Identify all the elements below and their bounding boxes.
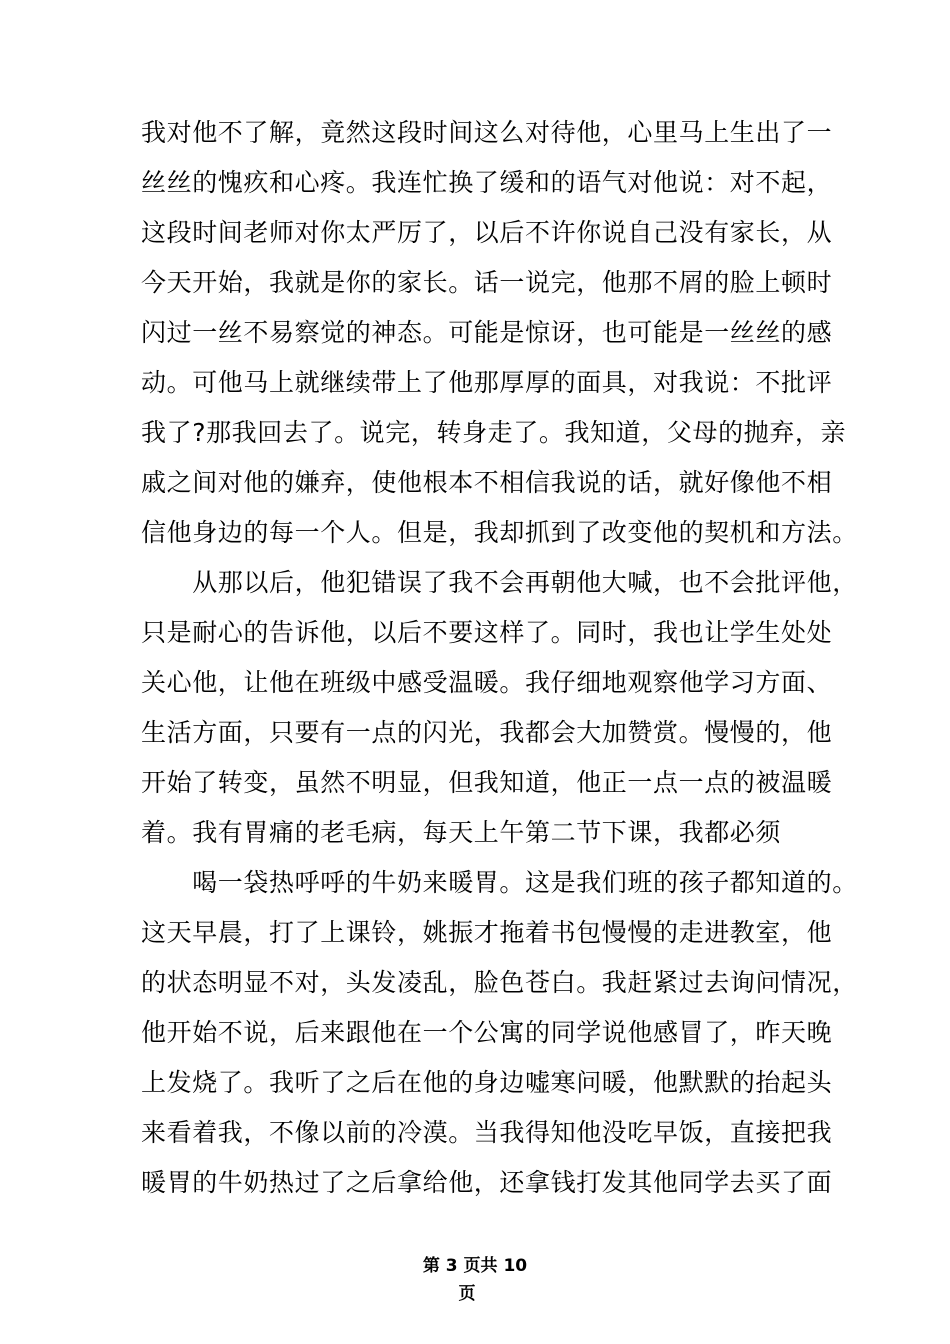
body-line: 动。可他马上就继续带上了他那厚厚的面具，对我说：不批评 bbox=[141, 368, 833, 397]
body-line: 喝一袋热呼呼的牛奶来暖胃。这是我们班的孩子都知道的。 bbox=[141, 868, 858, 897]
body-line: 这天早晨，打了上课铃，姚振才拖着书包慢慢的走进教室，他 bbox=[141, 918, 833, 947]
body-line: 我了?那我回去了。说完，转身走了。我知道，父母的抛弃，亲 bbox=[141, 418, 847, 447]
body-line: 信他身边的每一个人。但是，我却抓到了改变他的契机和方法。 bbox=[141, 518, 858, 547]
page-number-line-2: 页 bbox=[458, 1284, 476, 1304]
body-line: 生活方面，只要有一点的闪光，我都会大加赞赏。慢慢的，他 bbox=[141, 718, 833, 747]
body-line: 从那以后，他犯错误了我不会再朝他大喊，也不会批评他， bbox=[141, 568, 858, 597]
body-line: 这段时间老师对你太严厉了，以后不许你说自己没有家长，从 bbox=[141, 218, 833, 247]
body-line: 今天开始，我就是你的家长。话一说完，他那不屑的脸上顿时 bbox=[141, 268, 833, 297]
body-line: 关心他，让他在班级中感受温暖。我仔细地观察他学习方面、 bbox=[141, 668, 833, 697]
body-line: 只是耐心的告诉他，以后不要这样了。同时，我也让学生处处 bbox=[141, 618, 833, 647]
body-line: 的状态明显不对，头发凌乱，脸色苍白。我赶紧过去询问情况， bbox=[141, 968, 858, 997]
body-line: 闪过一丝不易察觉的神态。可能是惊讶，也可能是一丝丝的感 bbox=[141, 318, 833, 347]
body-line: 来看着我，不像以前的冷漠。当我得知他没吃早饭，直接把我 bbox=[141, 1118, 833, 1147]
body-line: 丝丝的愧疚和心疼。我连忙换了缓和的语气对他说：对不起， bbox=[141, 168, 833, 197]
body-line: 上发烧了。我听了之后在他的身边嘘寒问暖，他默默的抬起头 bbox=[141, 1068, 833, 1097]
body-line: 他开始不说，后来跟他在一个公寓的同学说他感冒了，昨天晚 bbox=[141, 1018, 833, 1047]
body-line: 开始了转变，虽然不明显，但我知道，他正一点一点的被温暖 bbox=[141, 768, 833, 797]
page-footer bbox=[0, 1252, 950, 1308]
body-line: 我对他不了解，竟然这段时间这么对待他，心里马上生出了一 bbox=[141, 118, 833, 147]
page-number-line-1: 第 3 页共 10 bbox=[422, 1256, 528, 1276]
body-line: 着。我有胃痛的老毛病，每天上午第二节下课，我都必须 bbox=[141, 818, 782, 847]
body-line: 戚之间对他的嫌弃，使他根本不相信我说的话，就好像他不相 bbox=[141, 468, 833, 497]
body-line: 暖胃的牛奶热过了之后拿给他，还拿钱打发其他同学去买了面 bbox=[141, 1168, 833, 1197]
